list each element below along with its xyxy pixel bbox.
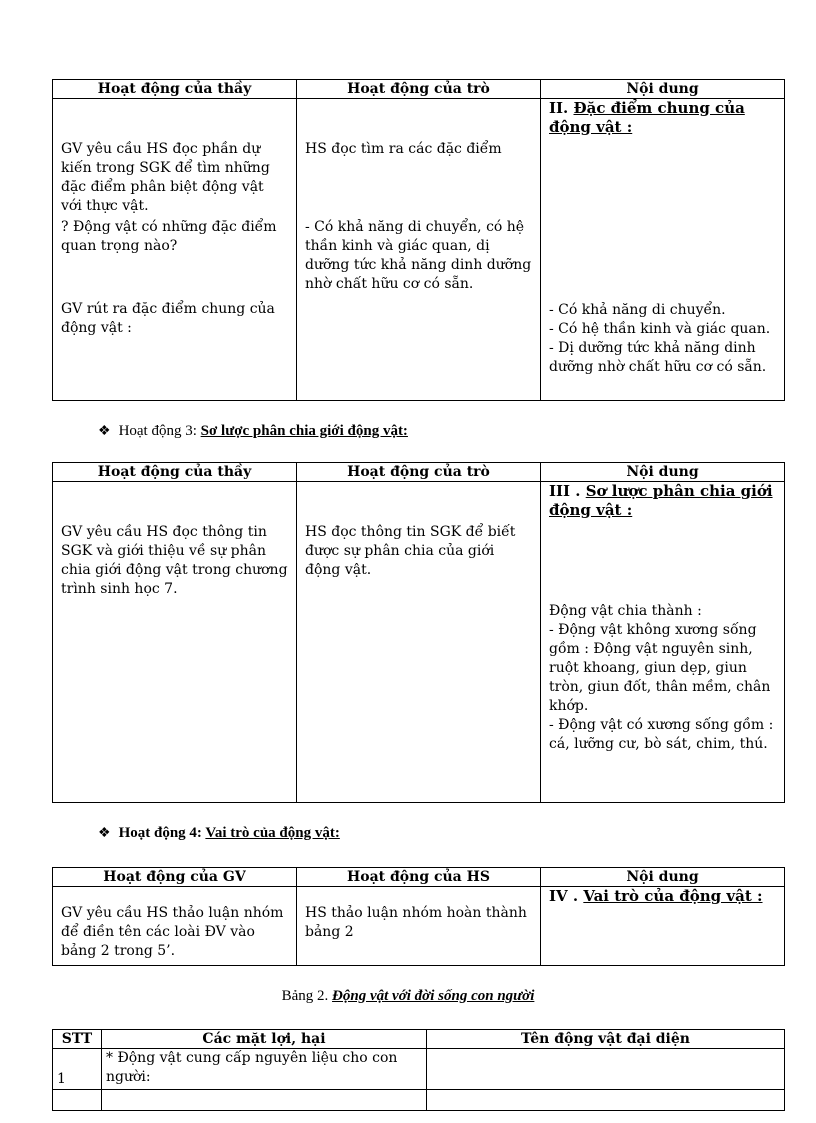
stt-cell (53, 1090, 102, 1111)
content-cell (541, 887, 785, 966)
header-aspect: Các mặt lợi, hại (102, 1030, 427, 1049)
student-text: HS thảo luận nhóm hoàn thành bảng 2 (305, 905, 527, 940)
header-student: Hoạt động của HS (297, 868, 541, 887)
animal-name-cell (427, 1049, 785, 1090)
content-heading: IV . Vai trò của động vật : (549, 887, 763, 905)
teacher-text-1: GV yêu cầu HS đọc phần dự kiến trong SGK để tìm những đặc điểm phân biệt động vật với thực vật. (61, 141, 270, 214)
student-text-1: HS đọc tìm ra các đặc điểm (305, 141, 502, 157)
header-stt: STT (53, 1030, 102, 1049)
section-3-heading: ❖ Hoạt động 3: Sơ lược phân chia giới động vật: (98, 423, 408, 439)
content-list (549, 301, 776, 377)
content-item: - Có hệ thần kinh và giác quan. (549, 321, 771, 337)
activity-table-4 (52, 867, 785, 966)
header-content: Nội dung (541, 868, 785, 887)
table-caption-title: Động vật với đời sống con người (332, 988, 535, 1004)
teacher-question: ? Động vật có những đặc điểm quan trọng nào? (61, 219, 277, 254)
student-text-2: - Có khả năng di chuyển, có hệ thần kinh và giác quan, dị dưỡng tức khả năng dinh dưỡng nhờ chất hữu cơ có sẵn. (305, 219, 532, 292)
content-cell (541, 482, 785, 803)
section-3-title: Sơ lược phân chia giới động vật: (200, 423, 408, 439)
student-cell (297, 99, 541, 401)
content-intro: Động vật chia thành : (549, 603, 702, 619)
student-cell (297, 887, 541, 966)
teacher-text: GV yêu cầu HS đọc thông tin SGK và giới thiệu về sự phân chia giới động vật trong chương trình sinh học 7. (61, 524, 288, 597)
content-item: - Có khả năng di chuyển. (549, 302, 726, 318)
content-item: - Dị dưỡng tức khả năng dinh dưỡng nhờ chất hữu cơ có sẵn. (549, 340, 767, 375)
content-item: - Động vật có xương sống gồm : cá, lưỡng cư, bò sát, chim, thú. (549, 717, 774, 752)
teacher-cell (53, 887, 297, 966)
diamond-bullet-icon: ❖ (98, 825, 111, 841)
content-item: - Động vật không xương sống gồm : Động vật nguyên sinh, ruột khoang, giun dẹp, giun tròn, giun đốt, thân mềm, chân khớp. (549, 622, 771, 714)
diamond-bullet-icon: ❖ (98, 423, 111, 439)
header-animal-name: Tên động vật đại diện (427, 1030, 785, 1049)
table-caption: Bảng 2. Động vật với đời sống con người (281, 988, 535, 1004)
aspect-cell: * Động vật cung cấp nguyên liệu cho con người: (102, 1049, 427, 1090)
table-row (53, 1090, 785, 1111)
teacher-cell (53, 482, 297, 803)
student-text: HS đọc thông tin SGK để biết được sự phân chia của giới động vật. (305, 524, 516, 578)
teacher-text: GV yêu cầu HS thảo luận nhóm để điền tên các loài ĐV vào bảng 2 trong 5’. (61, 905, 284, 959)
table-row (53, 1049, 785, 1090)
header-teacher: Hoạt động của thầy (53, 463, 297, 482)
header-teacher: Hoạt động của GV (53, 868, 297, 887)
header-student: Hoạt động của trò (297, 463, 541, 482)
header-student: Hoạt động của trò (297, 80, 541, 99)
student-cell (297, 482, 541, 803)
activity-table-2 (52, 79, 785, 401)
animal-name-cell (427, 1090, 785, 1111)
animal-role-table (52, 1029, 785, 1111)
teacher-text-2: GV rút ra đặc điểm chung của động vật : (61, 301, 275, 336)
section-4-heading: ❖ Hoạt động 4: Vai trò của động vật: (98, 825, 340, 841)
content-cell (541, 99, 785, 401)
header-teacher: Hoạt động của thầy (53, 80, 297, 99)
activity-table-3 (52, 462, 785, 803)
stt-cell: 1 (53, 1049, 102, 1090)
section-4-title: Vai trò của động vật: (205, 825, 340, 841)
content-heading: III . Sơ lược phân chia giới động vật : (549, 482, 773, 519)
content-heading: II. Đặc điểm chung của động vật : (549, 99, 745, 136)
header-content: Nội dung (541, 80, 785, 99)
aspect-cell (102, 1090, 427, 1111)
content-list (549, 602, 776, 754)
teacher-cell (53, 99, 297, 401)
header-content: Nội dung (541, 463, 785, 482)
